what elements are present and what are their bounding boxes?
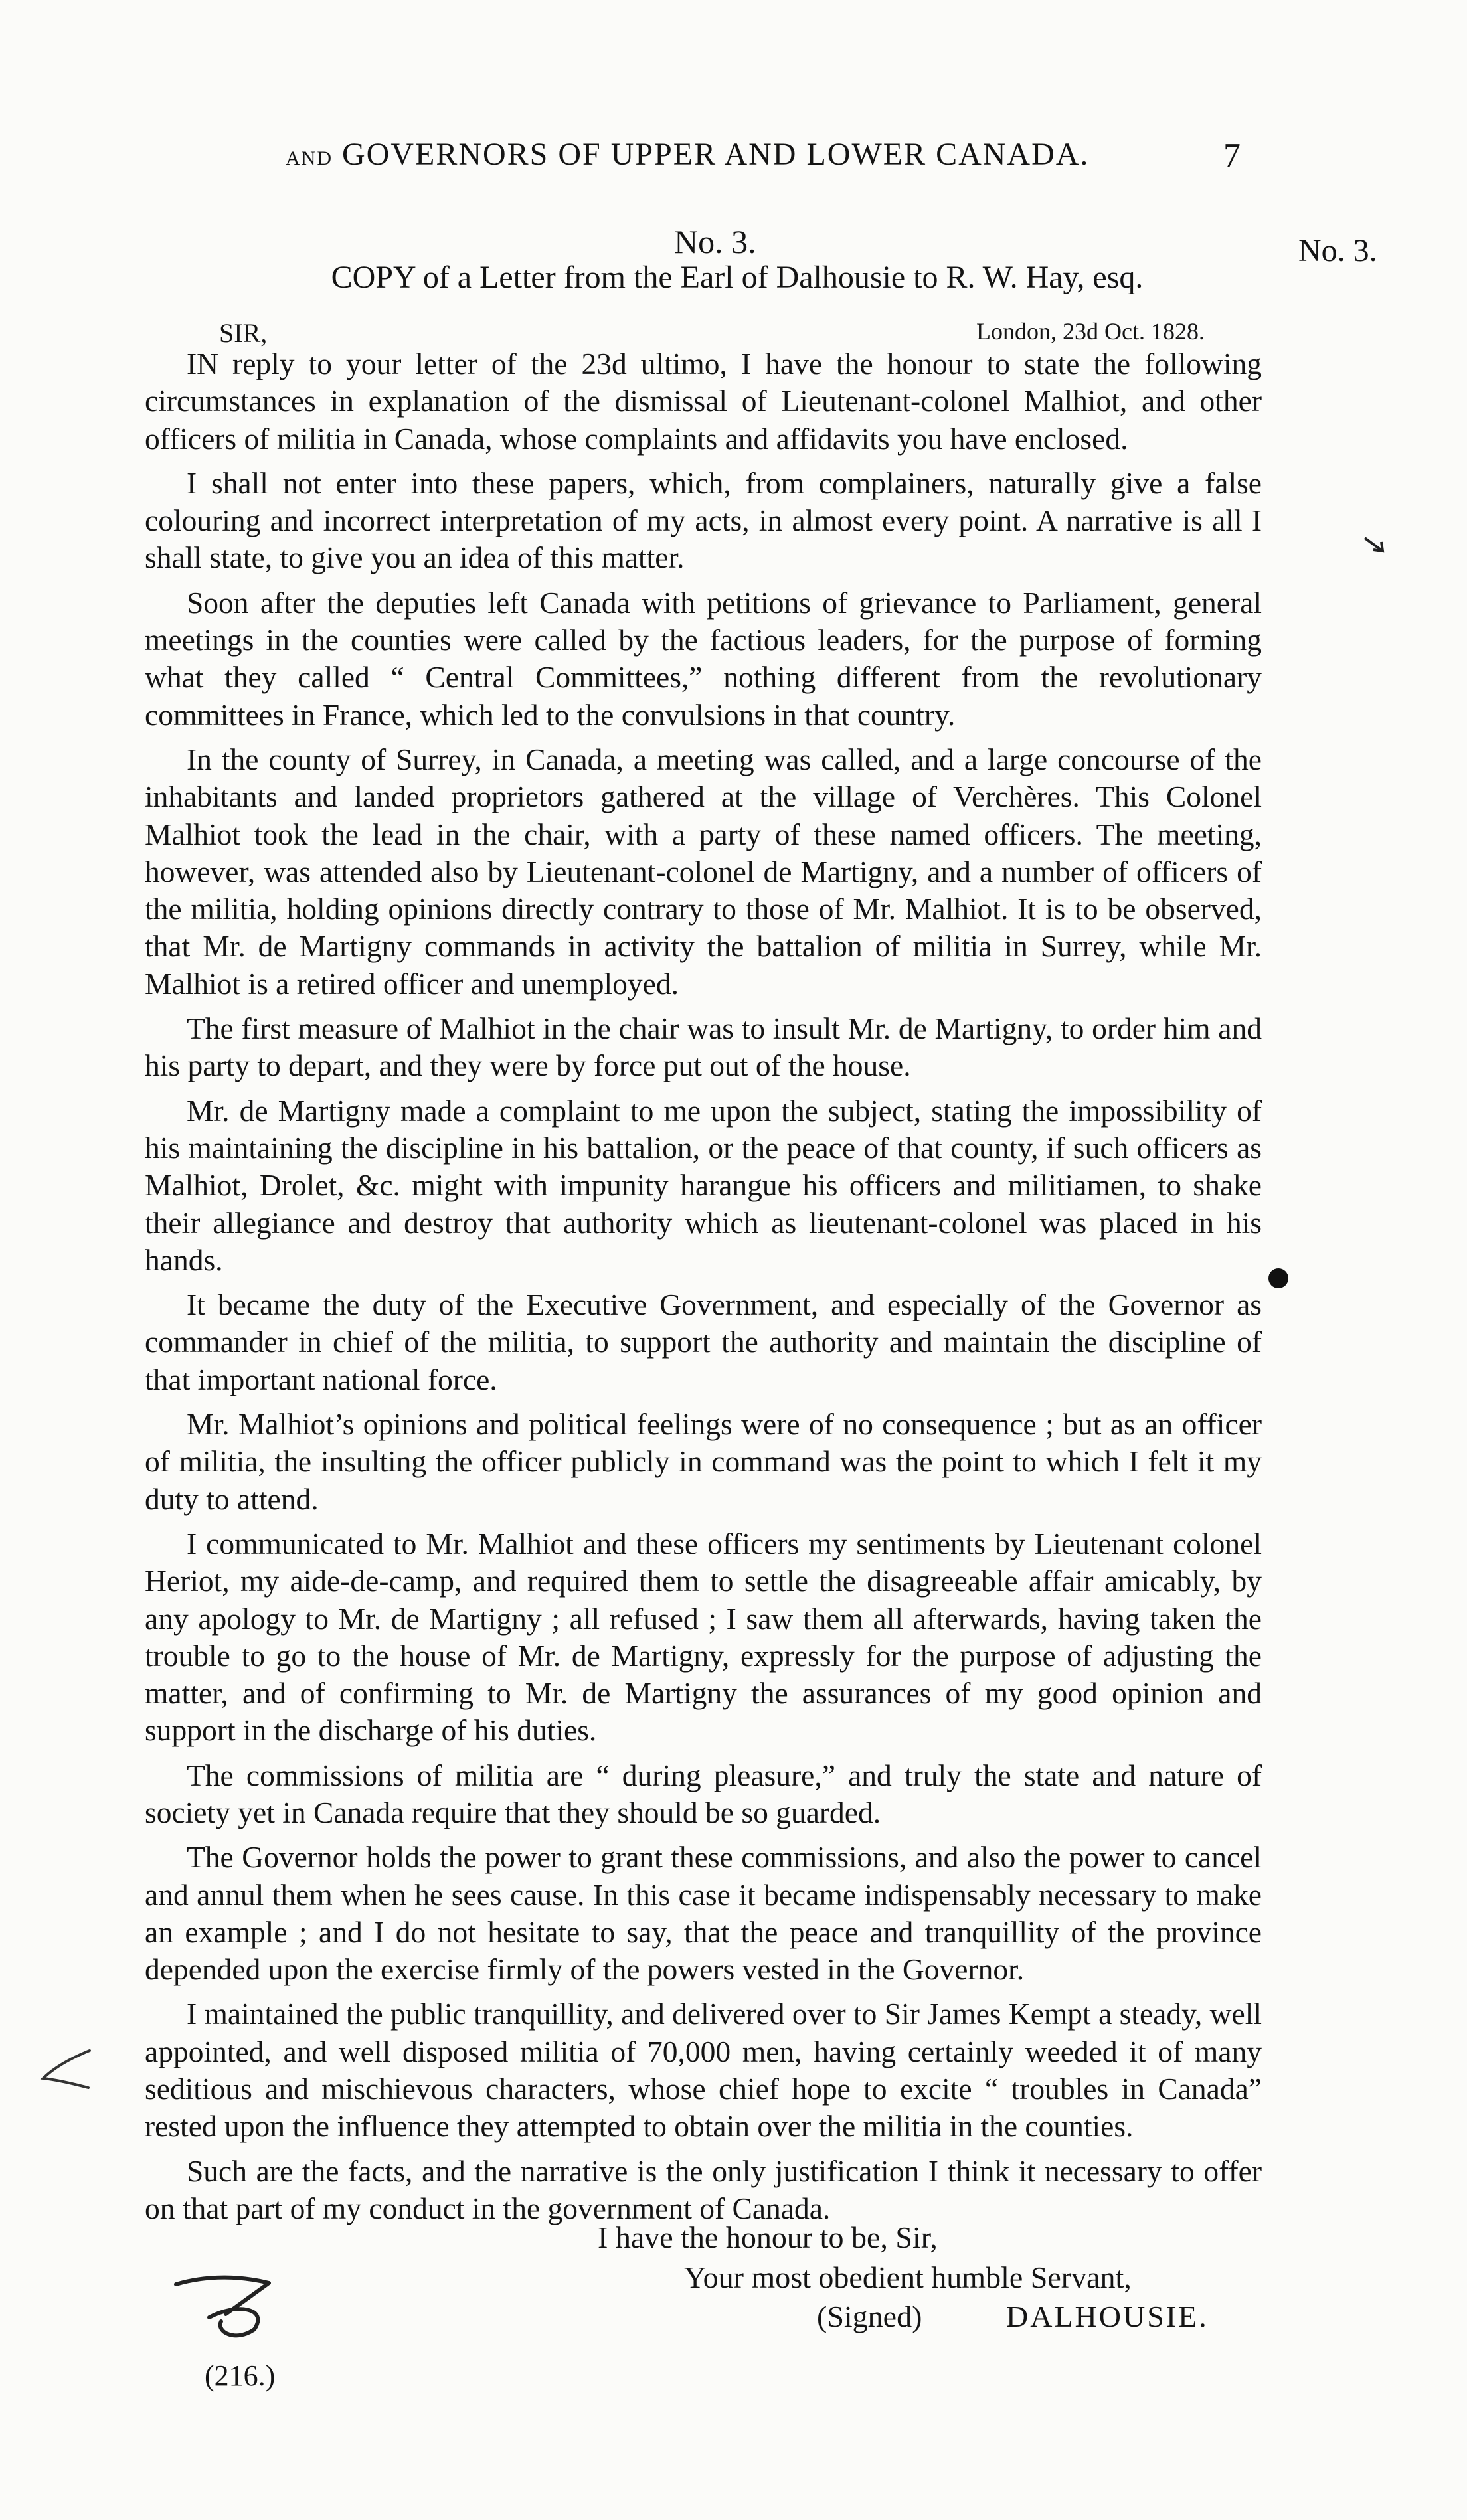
- signatory: DALHOUSIE.: [1006, 2300, 1209, 2333]
- pen-flourish-icon: [169, 2271, 289, 2344]
- document-number: No. 3.: [674, 223, 756, 260]
- ink-blot-icon: [1265, 1265, 1292, 1292]
- paragraph: The Governor holds the power to grant these commissions, and also the power to cancel and annul them when he sees cause. In this case it became indispensably necessary to make an example ; and I do not hesitate to say, that the peace and tranquillity of the province depended upon the exercise firmly of the powers vested in the Governor.: [145, 1840, 1262, 1987]
- paragraph: Such are the facts, and the narrative is the only justification I think it necessary to offer on that part of my conduct in the government of Canada.: [145, 2153, 1262, 2225]
- paragraph: The commissions of militia are “ during pleasure,” and truly the state and nature of society yet in Canada require that they should be so guarded.: [145, 1758, 1262, 1829]
- paragraph: The first measure of Malhiot in the chair was to insult Mr. de Martigny, to order him and his party to depart, and they were by force put out of the house.: [145, 1011, 1262, 1083]
- paragraph: IN reply to your letter of the 23d ultimo, I have the honour to state the following circumstances in explanation of the dismissal of Lieutenant-colonel Malhiot, and other officers of militia in Canada, whose complaints and affidavits you have enclosed.: [145, 347, 1262, 456]
- running-head-title: GOVERNORS OF UPPER AND LOWER CANADA.: [342, 137, 1090, 172]
- margin-mark-icon: [37, 2045, 96, 2092]
- letter-title: COPY of a Letter from the Earl of Dalhousie to R. W. Hay, esq.: [331, 260, 1144, 295]
- letter-body: [145, 345, 1262, 2234]
- closing: [598, 2218, 1132, 2298]
- paragraph: I maintained the public tranquillity, and delivered over to Sir James Kempt a steady, well appointed, and well disposed militia of 70,000 men, having certainly weeded it of many seditious and mischievous characters, whose chief hope to excite “ troubles in Canada” rested upon the influence they attempted to obtain over the militia in the counties.: [145, 1997, 1262, 2143]
- paragraph: In the county of Surrey, in Canada, a meeting was called, and a large concourse of the inhabitants and landed proprietors gathered at the village of Verchères. This Colonel Malhiot took the lead in the chair, with a party of these named officers. The meeting, however, was attended also by Lieutenant-colonel de Martigny, and a number of officers of the militia, holding opinions directly contrary to those of Mr. Malhiot. It is to be observed, that Mr. de Martigny commands in activity the battalion of militia in Surrey, while Mr. Malhiot is a retired officer and unemployed.: [145, 742, 1262, 1001]
- signed-label: (Signed): [817, 2300, 922, 2333]
- paragraph: I shall not enter into these papers, which, from complainers, naturally give a false colouring and incorrect interpretation of my acts, in almost every point. A narrative is all I shall state, to give you an idea of this matter.: [145, 465, 1262, 575]
- margin-document-number: No. 3.: [1298, 233, 1377, 268]
- closing-line: I have the honour to be, Sir,: [598, 2221, 938, 2254]
- running-head: [286, 136, 1229, 173]
- paragraph: I communicated to Mr. Malhiot and these officers my sentiments by Lieutenant colonel Heriot, my aide-de-camp, and required them to settle the disagreeable affair amicably, by any apology to Mr. de Martigny ; all refused ; I saw them all afterwards, having taken the trouble to go to the house of Mr. de Martigny, expressly for the purpose of adjusting the matter, and of confirming to Mr. de Martigny the assurances of my good opinion and support in the discharge of his duties.: [145, 1526, 1262, 1748]
- paragraph: Mr. de Martigny made a complaint to me upon the subject, stating the impossibility of his maintaining the discipline in his battalion, or the peace of that county, if such officers as Malhiot, Drolet, &c. might with impunity harangue his officers and militiamen, to shake their allegiance and destroy that authority which as lieutenant-colonel was placed in his hands.: [145, 1093, 1262, 1277]
- paragraph: Mr. Malhiot’s opinions and political feelings were of no consequence ; but as an officer of militia, the insulting the officer publicly in command was the point to which I felt it my duty to attend.: [145, 1407, 1262, 1516]
- running-head-prefix: AND: [286, 147, 333, 169]
- salutation: SIR,: [219, 318, 268, 348]
- closing-line: Your most obedient humble Servant,: [684, 2260, 1132, 2294]
- page-number: 7: [1223, 137, 1241, 175]
- place-date: London, 23d Oct. 1828.: [976, 318, 1205, 345]
- paragraph: Soon after the deputies left Canada with petitions of grievance to Parliament, general meetings in the counties were called by the factious leaders, for the purpose of forming what they called “ Central Committees,” nothing different from the revolutionary committees in France, which led to the convulsions in that country.: [145, 585, 1262, 732]
- margin-arrow-icon: [1361, 531, 1388, 558]
- paragraph: It became the duty of the Executive Government, and especially of the Governor as commander in chief of the militia, to support the authority and maintain the discipline of that important national force.: [145, 1288, 1262, 1396]
- page-folio: (216.): [205, 2359, 276, 2392]
